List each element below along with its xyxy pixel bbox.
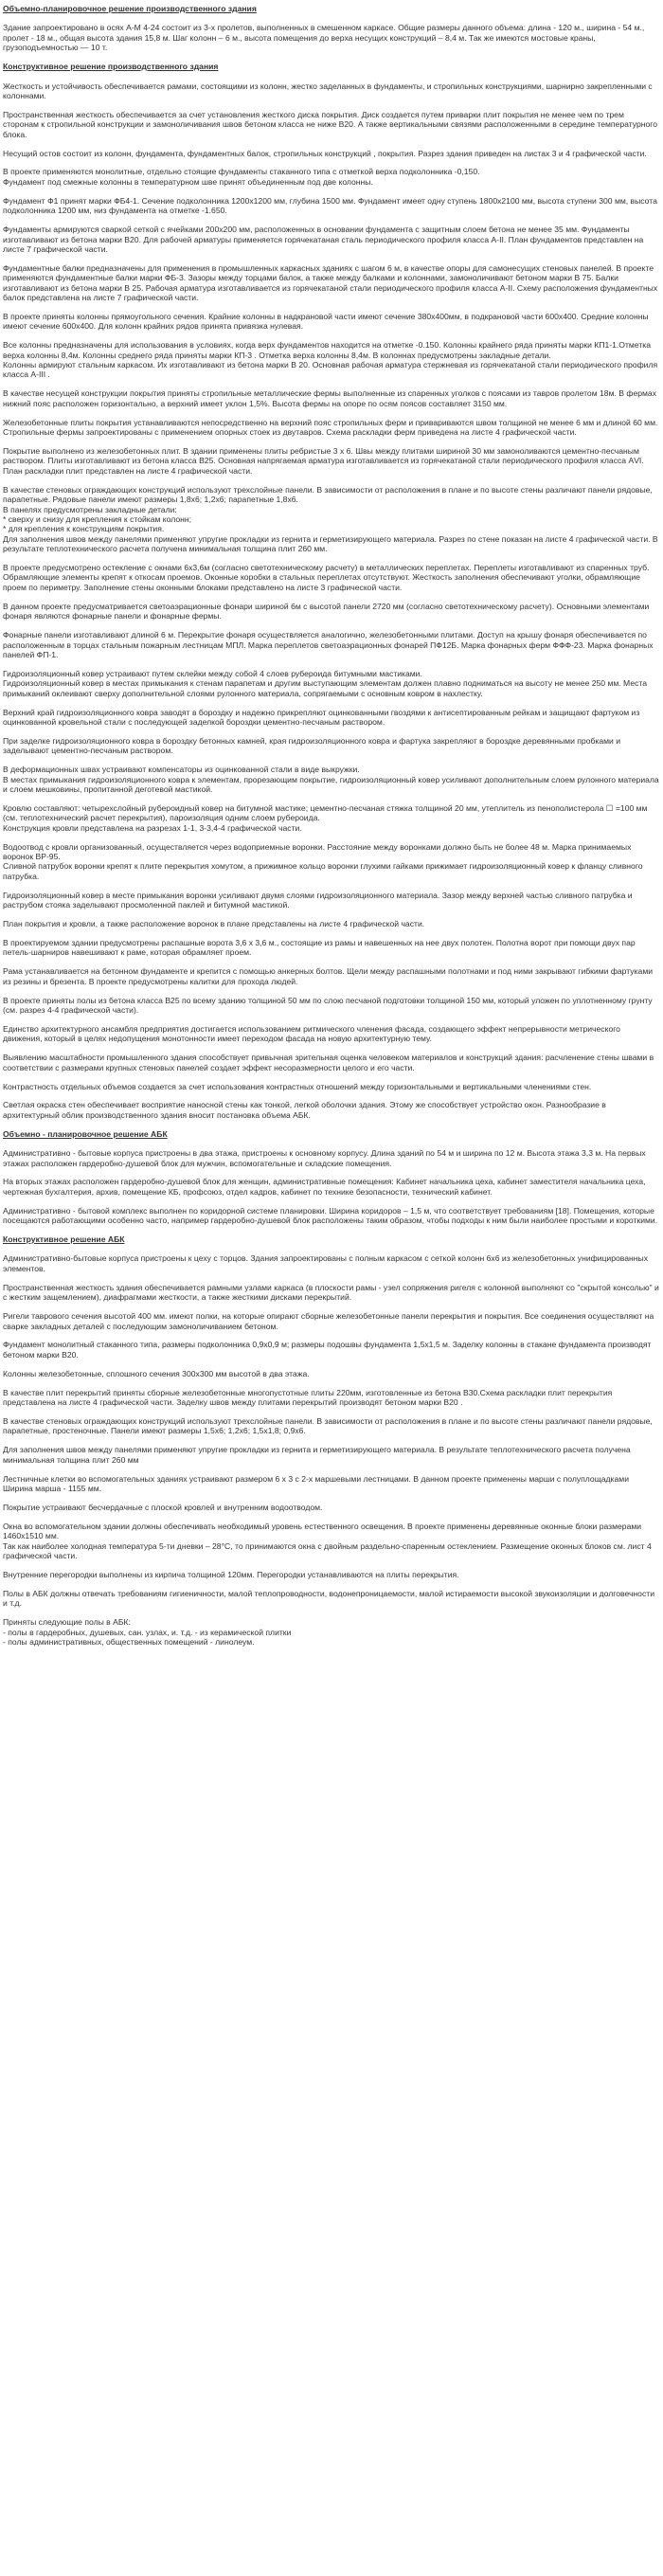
paragraph: Административно - бытовые корпуса пристроены в два этажа, пристроены к основному корпусу. Длина зданий по 54 м и ширина по 12 м. Высота этажа 3,3 м. На первых этажах расположен гардеробно-душевой блок для мужчин, вспомогательные и складские помещения. bbox=[3, 1148, 646, 1168]
paragraph: Светлая окраска стен обеспечивает восприятие наносной стены как тонкой, легкой оболочки здания. Этому же способствует устройство окон. Разнообразие в архитектурный облик производственного здания вносит постановка объема АБК. bbox=[3, 1100, 606, 1120]
paragraph: Колонны железобетонные, сплошного сечения 300х300 мм высотой в два этажа. bbox=[3, 1368, 310, 1378]
paragraph: Окна во вспомогательном здании должны обеспечивать необходимый уровень естественного освещения. В проекте применены деревянные оконные блоки размерами 1460х1510 мм. Так как наиболее холодная температура 5-ти дневки – 28°С, то принимаются окна с двойным раздельно-спаренным остеклением. Размещение оконных блоков см. лист 4 графической части. bbox=[3, 1521, 652, 1560]
section-heading: Объемно-планировочное решение производственного здания bbox=[3, 4, 257, 13]
paragraph: В проектируемом здании предусмотрены распашные ворота 3,6 х 3,6 м., состоящие из рамы и навешенных на нее двух полотен. Полотна ворот при помощи двух пар петель-шарниров навешивают к раме, которая обрамляет проем. bbox=[3, 937, 636, 958]
paragraph: Покрытие устраивают бесчердачные с плоской кровлей и внутренним водоотводом. bbox=[3, 1502, 323, 1512]
paragraph: Водоотвод с кровли организованный, осуществляется через водоприемные воронки. Расстояние между воронками должно быть не более 48 м. Марка принимаемых воронок ВР-95. Сливной патрубок воронки крепят к плите перекрытия хомутом, а прижимное кольцо воронки глухими гайками прижимает гидроизоляционный ковер к фланцу сливного патрубка. bbox=[3, 841, 643, 881]
paragraph: Единство архитектурного ансамбля предприятия достигается использованием ритмического членения фасада, создающего эффект непрерывности метрического движения, который в целях недопущения монотонности имеет переходом фасада на новую архитектурную тему. bbox=[3, 1023, 620, 1044]
paragraph: Для заполнения швов между панелями применяют упругие прокладки из гернита и герметизирующего материала. В результате теплотехнического расчета получена минимальная толщина плит 260 мм bbox=[3, 1445, 631, 1465]
paragraph: Гидроизоляционный ковер устраивают путем склейки между собой 4 слоев рубероида битумными мастиками. Гидроизоляционный ковер в местах примыкания к стенам парапетам и другим выступающим элементам должен плавно подниматься на высоту не менее 250 мм. Места примыканий оклеивают сверху дополнительной слоями рулонного материала, сопрягаемыми с основным ковром в нахлестку. bbox=[3, 668, 648, 698]
section-heading: Объемно - планировочное решение АБК bbox=[3, 1128, 168, 1139]
section-heading: Конструктивное решение производственного здания bbox=[3, 62, 219, 72]
paragraph: В качестве несущей конструкции покрытия приняты стропильные металлические фермы выполненные из спаренных уголков с поясами из тавров пролетом 18м. В фермах нижний пояс расположен горизонтально, а верхний имеет уклон 1,5%. Высота фермы на опоре по осям поясов составляет 3150 мм. bbox=[3, 388, 656, 408]
paragraph: В качестве плит перекрытий приняты сборные железобетонные многопустотные плиты 220мм, изготовленные из бетона В30.Схема раскладки плит перекрытия представлена на листе 4 графической части. Заделку швов между плитами перекрытий производят бетоном марки В20 . bbox=[3, 1387, 613, 1408]
paragraph: Фундаменты армируются сваркой сеткой с ячейками 200х200 мм, расположенных в основании фундамента с защитным слоем бетона не менее 35 мм. Фундаменты изготавливают из бетона марки В20. Для рабочей арматуры применяется горячекатаная сталь периодического профиля класса А-II. План фундаментов представлен на листе 7 графической части. bbox=[3, 225, 644, 254]
paragraph: Кровлю составляют: четырехслойный рубероидный ковер на битумной мастике; цементно-песчаная стяжка толщиной 20 мм, утеплитель из пенополистерола ☐ =100 мм (см. теплотехнический расчет перекрытия), пароизоляция одним слоем рубероида. Конструкция кровли представлена на разрезах 1-1, 3-3,4-4 графической части. bbox=[3, 802, 648, 833]
paragraph: В проекте применяются монолитные, отдельно стоящие фундаменты стаканного типа с отметкой верха подколонника -0,150. Фундамент под смежные колонны в температурном шве принят объединенным под две колонны. bbox=[3, 167, 480, 187]
paragraph: Верхний край гидроизоляционного ковра заводят в бороздку и надежно прикрепляют оцинкованными гвоздями к антисептированным рейкам и защищают фартуком из оцинкованной кровельной стали с последующей заделкой бороздки цементно-песчаным раствором. bbox=[3, 707, 640, 727]
paragraph: Внутренние перегородки выполнены из кирпича толщиной 120мм. Перегородки устанавливаются на плиты перекрытия. bbox=[3, 1569, 459, 1579]
paragraph: Покрытие выполнено из железобетонных плит. В здании применены плиты ребристые 3 х 6. Швы между плитами шириной 30 мм замоноливаются цементно-песчаным раствором. Плиты изготавливают из бетона класса В25. Основная напрягаемая арматура изготавливается из горячекатаной стали периодического профиля класса АVI. План раскладки плит представлен на листе 4 графической части. bbox=[3, 446, 644, 476]
paragraph: В деформационных швах устраивают компенсаторы из оцинкованной стали в виде выкружки. В местах примыкания гидроизоляционного ковра к элементам, прорезающим покрытие, гидроизоляционный ковер усиливают дополнительным слоем рулонного материала и слоем мешковины, пропитанной деготевой мастикой. bbox=[3, 765, 659, 794]
paragraph: В проекте предусмотрено остекление с окнами 6х3,6м (согласно светотехническому расчету) в металлических переплетах. Переплеты изготавливают из спаренных труб. Обрамляющие элементы крепят к откосам проемов. Оконные коробки в стальных переплетах отсутствуют. Жесткость заполнения обеспечивают уголки, обрамляющие проем по периметру. Заполнение стены оконными блоками представлено на листе 3 графической части. bbox=[3, 563, 650, 592]
paragraph: Жесткость и устойчивость обеспечивается рамами, состоящими из колонн, жестко заделанных в фундаменты, и стропильных конструкциями, шарнирно закрепленными с колоннами. bbox=[3, 81, 653, 100]
paragraph: Выявлению масштабности промышленного здания способствует привычная зрительная оценка человеком материалов и конструкций здания: расчленение стены швами в соответствии с размерами крупных стеновых панелей создает эффект несоразмерности целого и его части. bbox=[3, 1053, 654, 1072]
paragraph: На вторых этажах расположен гардеробно-душевой блок для женщин, административные помещения: Кабинет начальника цеха, кабинет заместителя начальника цеха, чертежная бухгалтерия, архив, помещение КБ, профсоюз, отдел кадров, кабинет по технике безопасности, технический кабинет. bbox=[3, 1177, 646, 1197]
paragraph: В качестве стеновых ограждающих конструкций используют трехслойные панели. В зависимости от расположения в плане и по высоте стены различают панели рядовые, парапетные. Рядовые панели имеют размеры 1,8х6; 1,2х6; парапетные 1,8х6. В панелях предусмотрены закладные детали: * сверху и снизу для крепления к стойкам колонн; * для крепления к конструкциям покрытия. Для заполнения швов между панелями применяют упругие прокладки из гернита и герметизирующего материала. Разрез по стене показан на листе 4 графической части. В результате теплотехнического расчета получена минимальная толщина плит 260 мм. bbox=[3, 484, 658, 554]
paragraph: Пространственная жесткость здания обеспечивается рамными узлами каркаса (в плоскости рамы - узел сопряжения ригеля с колонной выполняют со "скрытой консолью" и с жестким защемлением), диафрагмами жесткости, а также жесткими дисками перекрытий. bbox=[3, 1282, 659, 1303]
paragraph: При заделке гидроизоляционного ковра в бороздку бетонных камней, края гидроизоляционного ковра и фартука закрепляют в бороздке деревянными пробками и заделывают цементно-песчаным раствором. bbox=[3, 735, 621, 756]
section-heading: Конструктивное решение АБК bbox=[3, 1234, 125, 1245]
paragraph: Здание запроектировано в осях А-М 4-24 состоит из 3-х пролетов, выполненных в смешенном каркасе. Общие размеры данного объема: длина - 120 м., ширина - 54 м., пролет - 18 м., общая высота здания 15,8 м. Шаг колонн – 6 м., высота помещения до верха несущих конструкций – 8,4 м. Так же имеются мостовые краны, грузоподъемностью — 10 т. bbox=[3, 23, 645, 53]
paragraph: Полы в АБК должны отвечать требованиям гигиеничности, малой теплопроводности, водонепроницаемости, малой истираемости высокой звукоизоляции и долговечности и т.д. bbox=[3, 1588, 654, 1609]
paragraph: Административно - бытовой комплекс выполнен по коридорной системе планировки. Ширина коридоров – 1,5 м, что соответствует требованиям [18]. Помещения, которые посещаются работающими особенно часто, например гардеробно-душевой блок расположены таким образом, чтобы подходы к ним были наиболее простыми и короткими. bbox=[3, 1205, 658, 1226]
paragraph: Фундамент монолитный стаканного типа, размеры подколонника 0,9х0,9 м; размеры подошвы фундамента 1,5х1,5 м. Заделку колонны в стакане фундамента производят бетоном марки В20. bbox=[3, 1340, 652, 1360]
paragraph: Железобетонные плиты покрытия устанавливаются непосредственно на верхний пояс стропильных ферм и привариваются швом толщиной не менее 6 мм и длиной 60 мм. Стропильные фермы запроектированы с применением опорных стоек из двутавров. Схема раскладки ферм приведена на листе 4 графической части. bbox=[3, 417, 658, 438]
paragraph: В проекте приняты полы из бетона класса В25 по всему зданию толщиной 50 мм по слою песчаной подготовки толщиной 150 мм, который уложен по уплотненному грунту (см. разрез 4-4 графической части). bbox=[3, 995, 653, 1015]
paragraph: Ригели таврового сечения высотой 400 мм. имеют полки, на которые опирают сборные железобетонные панели перекрытия и покрытия. Все соединения осуществляют на сварке закладных деталей с последующим замоноличиванием бетоном. bbox=[3, 1311, 654, 1331]
paragraph: В качестве стеновых ограждающих конструкций используют трехслойные панели. В зависимости от расположения в плане и по высоте стены различают панели рядовые, парапетные, простеночные. Панели имеют размеры 1,5х6; 1,2х6; 1,5х1,8; 0,9х6. bbox=[3, 1415, 653, 1436]
paragraph: Гидроизоляционный ковер в месте примыкания воронки усиливают двумя слоями гидроизоляционного материала. Зазор между верхней частью сливного патрубка и раструбом стояка заделывают просмоленной паклей и битумной мастикой. bbox=[3, 890, 633, 910]
paragraph: Фонарные панели изготавливают длиной 6 м. Перекрытие фонаря осуществляется аналогично, железобетонными плитами. Доступ на крышу фонаря обеспечивается по расположенным в торцах стальным пожарным лестницам МПЛ. Марка переплетов светоаэрационных фонарей ПФ12Б. Марка фонарных ферм ФФФ-23. Марка фонарных панелей ФП-1. bbox=[3, 630, 654, 659]
paragraph: В проекте приняты колонны прямоугольного сечения. Крайние колонны в надкрановой части имеют сечение 380х400мм, в подкрановой части 600х400. Средние колонны имеют сечение 600х400. Для колонн крайних рядов принята привязка нулевая. bbox=[3, 311, 649, 332]
paragraph: Лестничные клетки во вспомогательных зданиях устраивают размером 6 х 3 с 2-х маршевыми лестницами. В данном проекте применены марши с полуплощадками Ширина марша - 1155 мм. bbox=[3, 1473, 629, 1493]
paragraph: План покрытия и кровли, а также расположение воронок в плане представлены на листе 4 графической части. bbox=[3, 919, 425, 929]
paragraph: Все колонны предназначены для использования в условиях, когда верх фундаментов находится на отметке -0.150. Колонны крайнего ряда приняты марки КП1-1.Отметка верха колонны 8,4м. Колонны среднего ряда приняты марки КП-3 . Отметка верха колонны 8,4м. В колоннах предусмотрены закладные детали. Колонны армируют стальным каркасом. Их изготавливают из бетона марки В 20. Основная рабочая арматура стержневая из горячекатаной стали периодического профиля класса А-III . bbox=[3, 340, 658, 380]
paragraph: В данном проекте предусматривается светоаэрационные фонари шириной 6м с высотой панели 2720 мм (согласно светотехническому расчету). Основными элементами фонаря являются фонарные панели и фонарные фермы. bbox=[3, 601, 650, 621]
paragraph: Фундаментные балки предназначены для применения в промышленных каркасных зданиях с шагом 6 м, в качестве опоры для самонесущих стеновых панелей. В проекте применяются фундаментные балки марки ФБ-3. Зазоры между торцами балок, а также между балками и колоннами, замоноличивают бетоном марки В 75. Балки изготавливают из бетона марки В 25. Рабочая арматура изготавливается из горячекатаной стали периодического профиля класса А-II. Схему расположения фундаментных балок представлена на листе 7 графической части. bbox=[3, 262, 658, 303]
paragraph: Пространственная жесткость обеспечивается за счет установления жесткого диска покрытия. Диск создается путем приварки плит покрытия не менее чем по трем сторонам к стропильной конструкции и замоноличивания швов бетоном класса не ниже В20. А также вертикальными связями расположенными в середине температурного блока. bbox=[3, 109, 657, 139]
paragraph: Административно-бытовые корпуса пристроены к цеху с торцов. Здания запроектированы с полным каркасом с сеткой колонн 6х6 из железобетонных унифицированных элементов. bbox=[3, 1253, 648, 1273]
paragraph: Контрастность отдельных объемов создается за счет использования контрастных отношений между горизонтальными и вертикальными членениями стен. bbox=[3, 1081, 592, 1091]
paragraph: Рама устанавливается на бетонном фундаменте и крепится с помощью анкерных болтов. Щели между распашными полотнами и под ними закрывают гибкими фартуками из резины и брезента. В проекте предусмотрены калитки для прохода людей. bbox=[3, 966, 654, 986]
paragraph: Фундамент Ф1 принят марки ФБ4-1. Сечение подколонника 1200х1200 мм, глубина 1500 мм. Фундамент имеет одну ступень 1800х2100 мм, высота ступени 300 мм, высота подколонника 1200 мм, низ фундамента на отметке -1.650. bbox=[3, 195, 657, 216]
paragraph: Приняты следующие полы в АБК: - полы в гардеробных, душевых, сан. узлах, и. т.д. - из керамической плитки - полы административных, общественных помещений - линолеум. bbox=[3, 1617, 292, 1647]
paragraph: Несущий остов состоит из колонн, фундамента, фундаментных балок, стропильных конструкций , покрытия. Разрез здания приведен на листах 3 и 4 графической части. bbox=[3, 148, 647, 158]
